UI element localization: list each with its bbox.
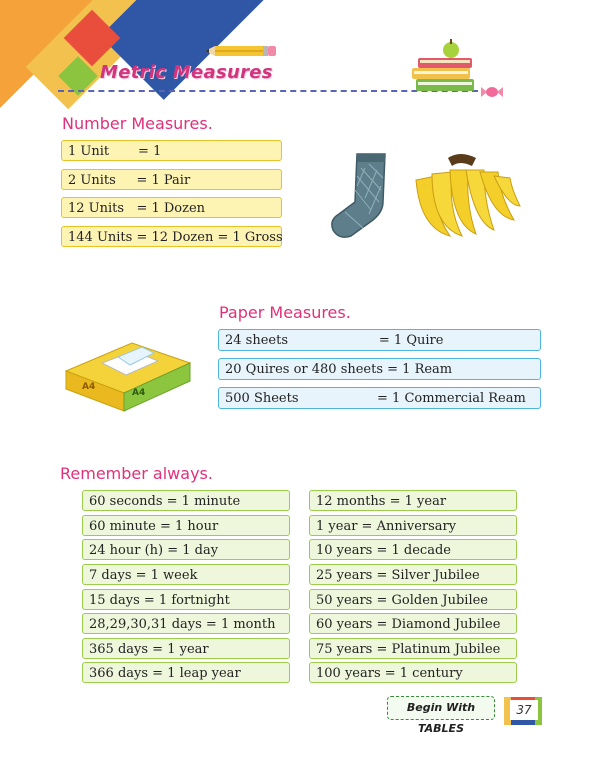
remember-left-row: 7 days = 1 week [82,564,290,585]
page-title: Metric Measures [100,62,273,83]
bananas-icon [410,150,522,240]
paper-measure-row: 24 sheets = 1 Quire [218,329,541,351]
book-label: Begin With TABLES [387,696,495,720]
remember-right-row: 50 years = Golden Jubilee [309,589,517,610]
remember-right-row: 10 years = 1 decade [309,539,517,560]
remember-right-row: 100 years = 1 century [309,662,517,683]
remember-left-row: 28,29,30,31 days = 1 month [82,613,290,634]
remember-right-row: 60 years = Diamond Jubilee [309,613,517,634]
paper-measure-row: 500 Sheets = 1 Commercial Ream [218,387,541,409]
paper-measure-row: 20 Quires or 480 sheets = 1 Ream [218,358,541,380]
remember-left-row: 366 days = 1 leap year [82,662,290,683]
remember-left-row: 24 hour (h) = 1 day [82,539,290,560]
remember-left-row: 60 seconds = 1 minute [82,490,290,511]
number-measures-heading: Number Measures. [62,114,213,133]
remember-right-row: 12 months = 1 year [309,490,517,511]
paper-ream-icon [62,333,194,413]
number-measure-row: 2 Units = 1 Pair [61,169,282,190]
page-number: 37 [510,700,538,720]
number-measure-row: 12 Units = 1 Dozen [61,197,282,218]
remember-heading: Remember always. [60,464,213,483]
pencil-icon [205,44,277,58]
remember-right-row: 1 year = Anniversary [309,515,517,536]
books-apple-icon [408,38,478,98]
number-measure-row: 1 Unit = 1 [61,140,282,161]
ream-label: A4 [132,388,146,398]
paper-measures-heading: Paper Measures. [219,303,351,322]
remember-right-row: 25 years = Silver Jubilee [309,564,517,585]
candy-icon [481,86,503,98]
remember-left-row: 15 days = 1 fortnight [82,589,290,610]
sock-icon [325,150,400,240]
remember-left-row: 60 minute = 1 hour [82,515,290,536]
remember-left-row: 365 days = 1 year [82,638,290,659]
ream-label: A4 [82,382,96,392]
remember-right-row: 75 years = Platinum Jubilee [309,638,517,659]
number-measure-row: 144 Units = 12 Dozen = 1 Gross [61,226,282,247]
